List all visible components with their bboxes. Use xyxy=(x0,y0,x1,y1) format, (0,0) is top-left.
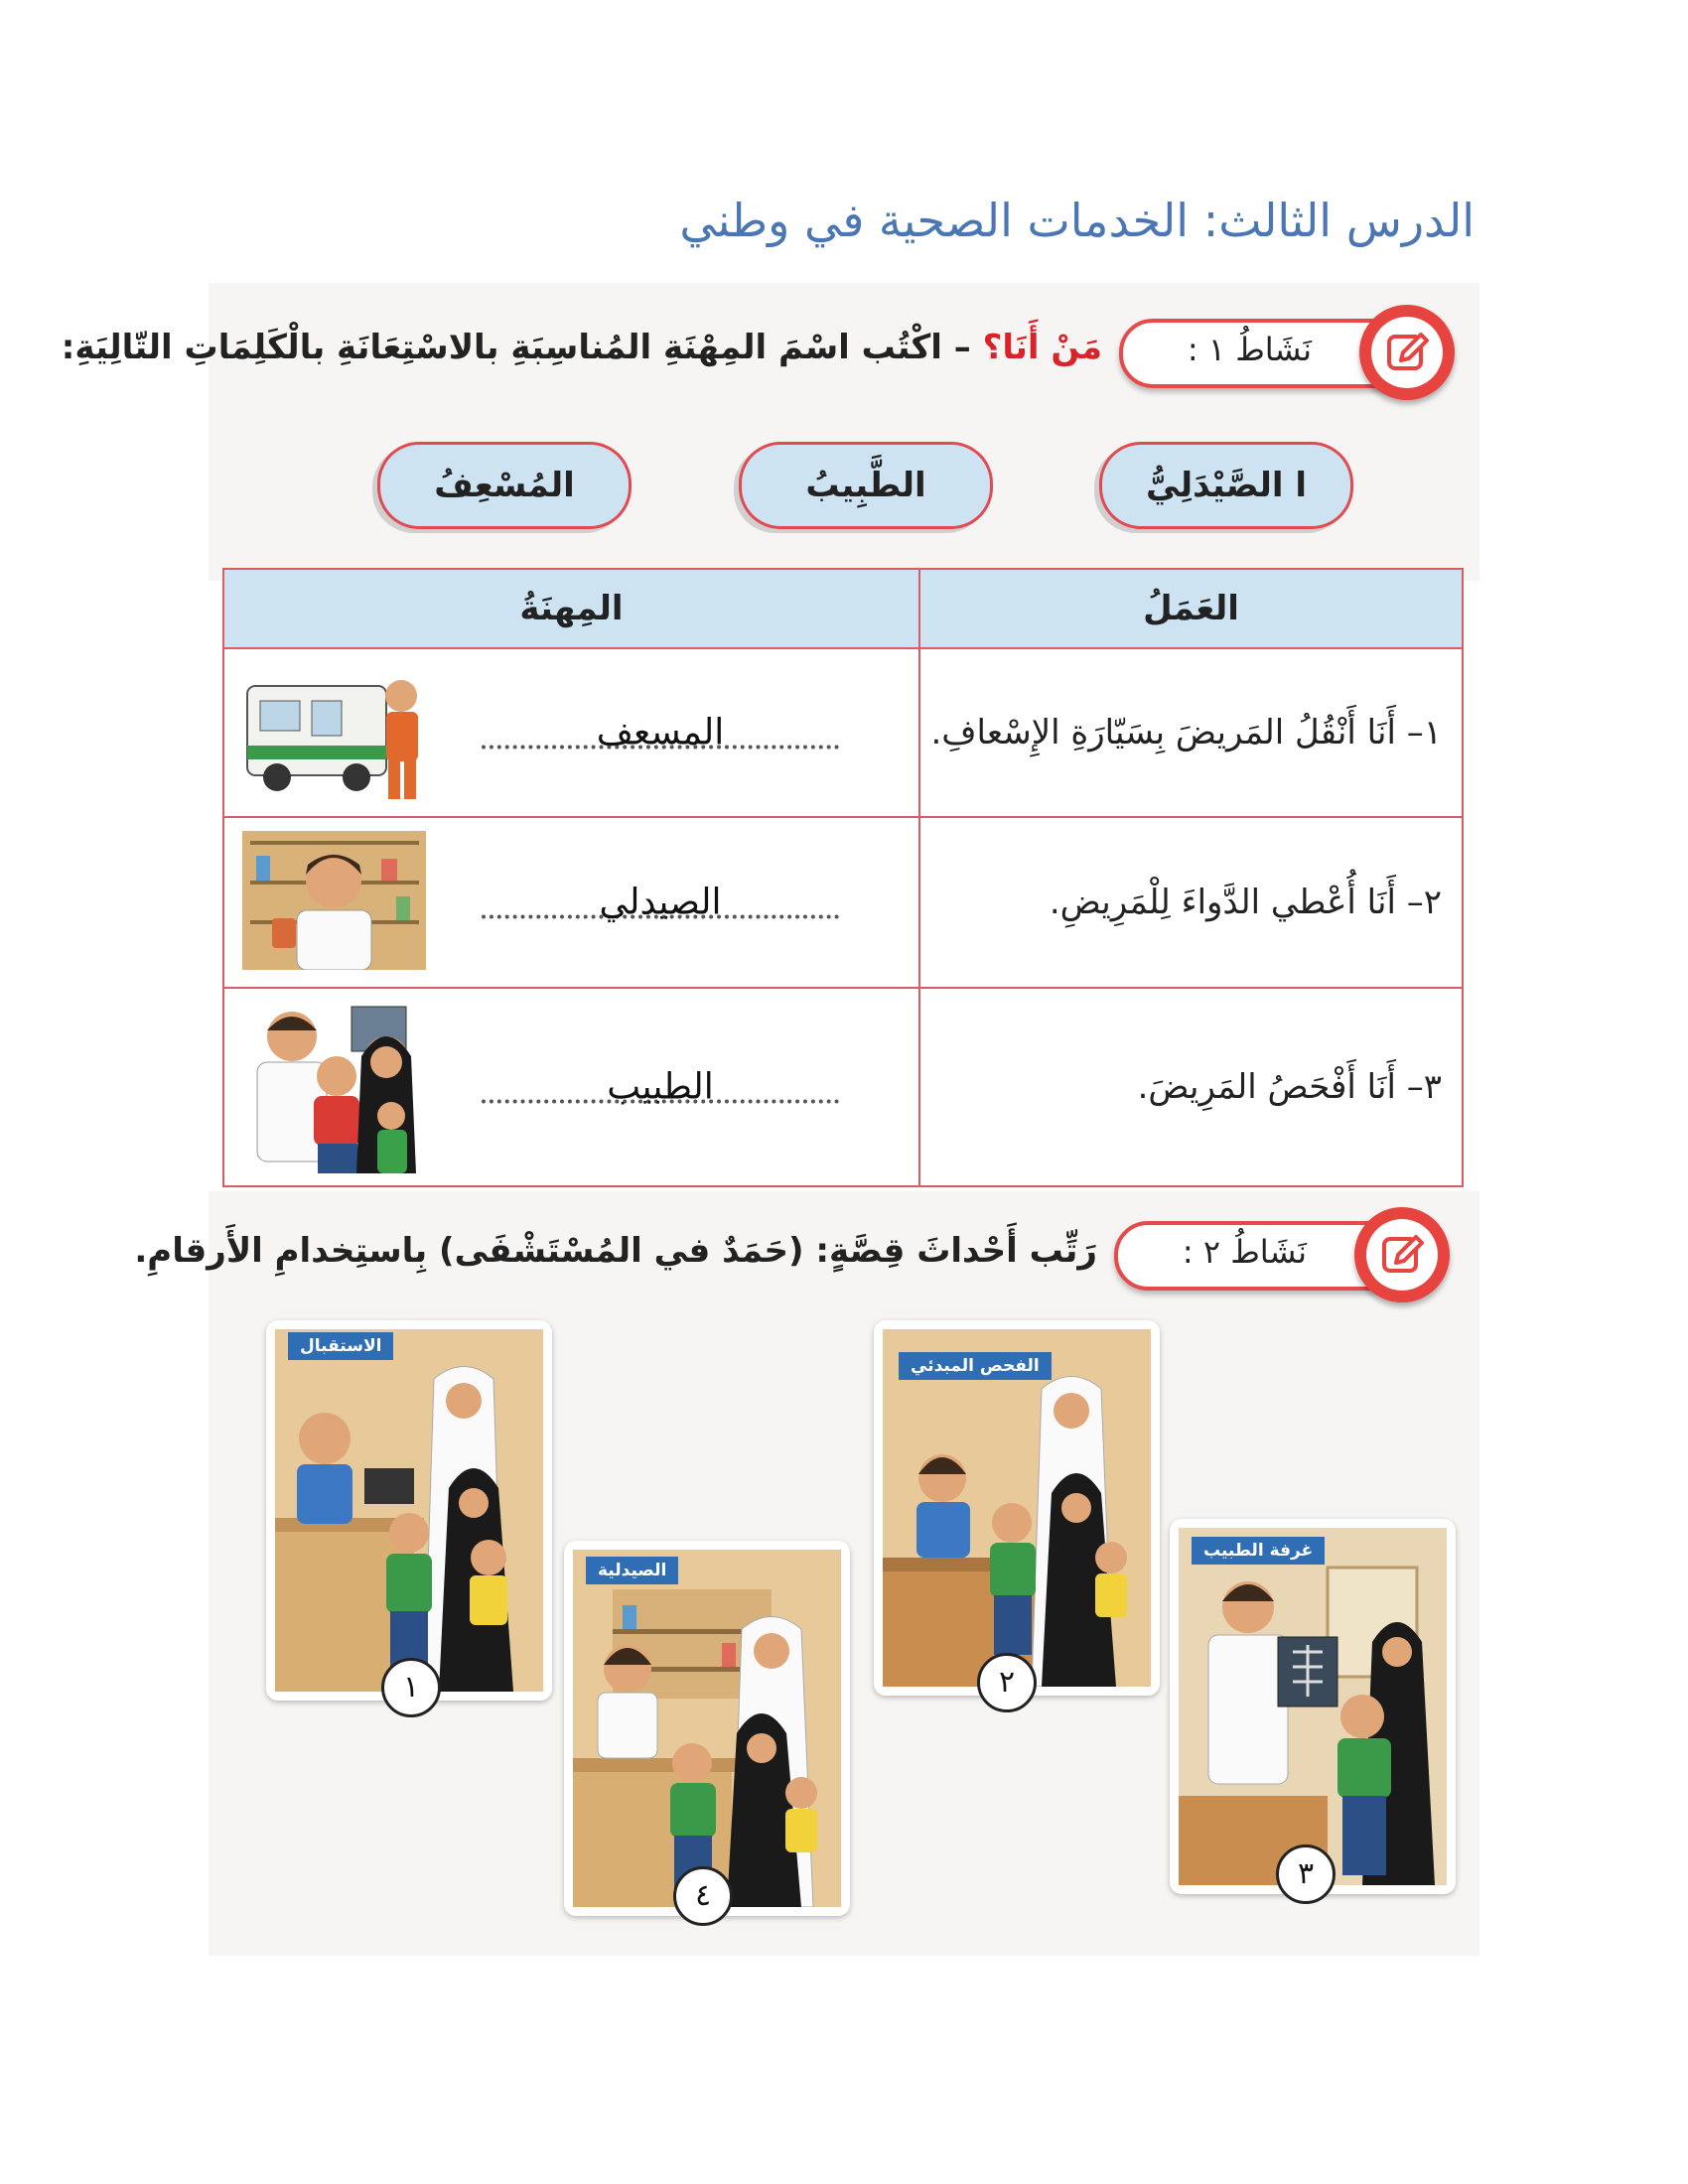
word-chip-doctor: الطَّبِيبُ xyxy=(739,442,993,529)
header-work: العَمَلُ xyxy=(919,569,1463,648)
activity2-instruction: رَتِّب أَحْداثَ قِصَّةٍ: (حَمَدٌ في المُسْتَشْفَى) بِاستِخدامِ الأَرقامِ. xyxy=(134,1231,1097,1271)
lesson-title: الدرس الثالث: الخدمات الصحية في وطني xyxy=(679,194,1475,247)
card-label: الفحص المبدئي xyxy=(899,1352,1052,1380)
profession-cell xyxy=(223,817,919,988)
instruction-text: – اكْتُب اسْمَ المِهْنَةِ المُناسِبَةِ بالاسْتِعَانَةِ بالْكَلِمَاتِ التّالِيَةِ: xyxy=(61,328,983,367)
answer-field[interactable] xyxy=(482,1067,839,1108)
activity2-badge xyxy=(1122,1213,1450,1293)
order-number-circle[interactable]: ٢ xyxy=(977,1653,1037,1712)
doctor-room-scene-icon xyxy=(1179,1528,1447,1885)
work-cell: ٣– أَنَا أَفْحَصُ المَرِيضَ. xyxy=(919,988,1463,1186)
order-number-circle[interactable]: ٣ xyxy=(1276,1844,1336,1904)
word-chip-pharmacist: ا الصَّيْدَلِيُّ xyxy=(1099,442,1353,529)
paramedic-ambulance-icon xyxy=(242,656,441,809)
table-row xyxy=(223,988,1463,1186)
answer-text: المسعف xyxy=(596,712,725,753)
order-number-circle[interactable]: ٤ xyxy=(673,1866,733,1926)
answer-text: الطبيب xyxy=(607,1066,714,1108)
card-label: غرفة الطبيب xyxy=(1192,1537,1325,1565)
card-label: الصيدلية xyxy=(586,1557,678,1584)
work-cell: ٢– أَنَا أُعْطي الدَّواءَ لِلْمَرِيضِ. xyxy=(919,817,1463,988)
story-card-pharmacy xyxy=(564,1541,850,1916)
story-card-reception xyxy=(266,1320,552,1701)
word-chip-paramedic: المُسْعِفُ xyxy=(377,442,632,529)
answer-field[interactable] xyxy=(482,713,839,753)
profession-cell xyxy=(223,988,919,1186)
jobs-table xyxy=(222,568,1464,1187)
instruction-question: مَنْ أَنَا؟ xyxy=(982,328,1102,367)
activity1-badge xyxy=(1127,311,1455,390)
header-profession: المِهنَةُ xyxy=(223,569,919,648)
reception-scene-icon xyxy=(275,1329,543,1692)
pencil-icon xyxy=(1359,305,1455,400)
initial-check-scene-icon xyxy=(883,1329,1151,1687)
activity2-badge-label: نَشَاطُ ٢ : xyxy=(1182,1233,1307,1271)
work-cell: ١– أَنَا أَنْقُلُ المَريضَ بِسَيّارَةِ الإِسْعافِ. xyxy=(919,648,1463,817)
answer-text: الصيدلي xyxy=(599,882,722,923)
answer-field[interactable] xyxy=(482,883,839,923)
pharmacy-scene-icon xyxy=(573,1550,841,1907)
order-number-circle[interactable]: ١ xyxy=(381,1658,441,1717)
activity1-badge-label: نَشَاطُ ١ : xyxy=(1187,331,1312,368)
table-row xyxy=(223,648,1463,817)
table-row xyxy=(223,817,1463,988)
story-card-doctor-room xyxy=(1170,1519,1456,1894)
pencil-icon xyxy=(1354,1207,1450,1302)
activity1-instruction xyxy=(62,328,1102,367)
doctor-icon xyxy=(242,997,431,1177)
pharmacist-icon xyxy=(242,831,426,974)
card-label: الاستقبال xyxy=(288,1332,393,1360)
profession-cell xyxy=(223,648,919,817)
